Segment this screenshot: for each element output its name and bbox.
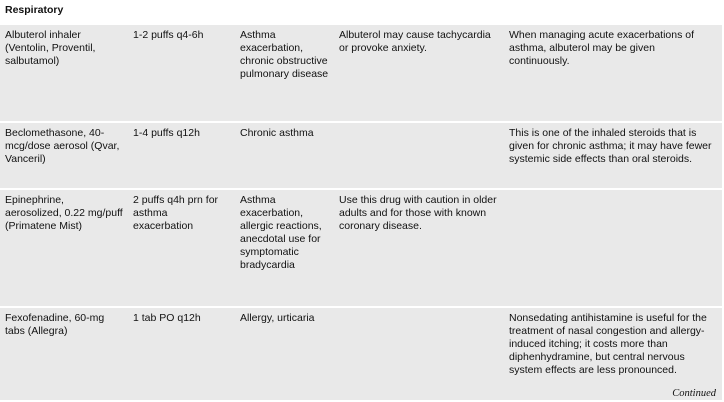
- table-row: [0, 189, 722, 307]
- section-header-row: [0, 0, 722, 24]
- comments-cell: [504, 189, 722, 307]
- caution-cell: Albuterol may cause tachycardia or provoke anxiety.: [334, 24, 504, 122]
- table-row: [0, 122, 722, 189]
- section-title: Respiratory: [0, 0, 722, 24]
- drug-name-cell: Fexofenadine, 60-mg tabs (Allegra): [0, 307, 128, 401]
- comments-cell: When managing acute exacerbations of asthma, albuterol may be given continuously.: [504, 24, 722, 122]
- drug-name-cell: Epinephrine, aerosolized, 0.22 mg/puff (Primatene Mist): [0, 189, 128, 307]
- caution-cell: Use this drug with caution in older adults and for those with known coronary disease.: [334, 189, 504, 307]
- continued-label: Continued: [672, 388, 716, 399]
- caution-cell: [334, 307, 504, 401]
- indication-cell: Asthma exacerbation, chronic obstructive pulmonary disease: [235, 24, 334, 122]
- drug-name-cell: Albuterol inhaler (Ventolin, Proventil, salbutamol): [0, 24, 128, 122]
- table-row: [0, 307, 722, 401]
- comments-cell: Nonsedating antihistamine is useful for the treatment of nasal congestion and allergy-induced itching; it costs more than diphenhydramine, but central nervous system effects are less pronounced.: [504, 307, 722, 401]
- dose-cell: 1 tab PO q12h: [128, 307, 235, 401]
- drug-name-cell: Beclomethasone, 40-mcg/dose aerosol (Qvar, Vanceril): [0, 122, 128, 189]
- table-row: [0, 24, 722, 122]
- indication-cell: Asthma exacerbation, allergic reactions, anecdotal use for symptomatic bradycardia: [235, 189, 334, 307]
- indication-cell: Allergy, urticaria: [235, 307, 334, 401]
- dose-cell: 1-2 puffs q4-6h: [128, 24, 235, 122]
- comments-cell: This is one of the inhaled steroids that is given for chronic asthma; it may have fewer systemic side effects than oral steroids.: [504, 122, 722, 189]
- dose-cell: 1-4 puffs q12h: [128, 122, 235, 189]
- dose-cell: 2 puffs q4h prn for asthma exacerbation: [128, 189, 235, 307]
- indication-cell: Chronic asthma: [235, 122, 334, 189]
- caution-cell: [334, 122, 504, 189]
